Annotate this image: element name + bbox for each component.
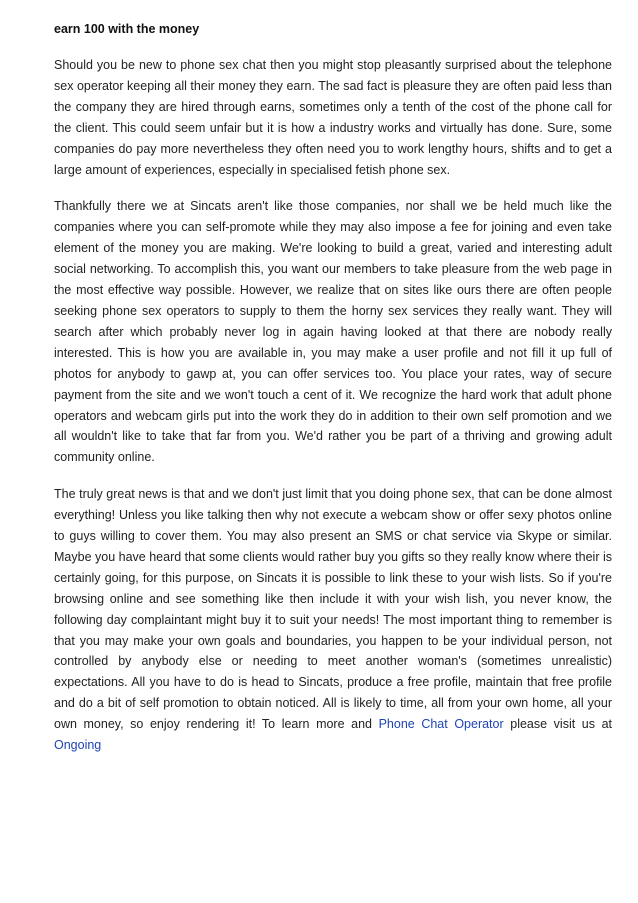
- visit-us-text: please visit us at: [510, 717, 612, 732]
- document-page: [54, 20, 612, 772]
- paragraph-1: Should you be new to phone sex chat then you might stop pleasantly surprised about the telephone sex operator keeping all their money they earn. The sad fact is pleasure they are often paid less than the company they are hired through earns, sometimes only a tenth of the cost of the phone call for the client. This could seem unfair but it is how a industry works and virtually has done. Sure, some companies do pay more nevertheless they often need you to work lengthy hours, shifts and to get a large amount of experiences, especially in specialised fetish phone sex.: [54, 58, 612, 177]
- ongoing-link[interactable]: Ongoing: [54, 738, 102, 753]
- paragraph-3-text: The truly great news is that and we don't just limit that you doing phone sex, that can be done almost everything! Unless you like talking then why not execute a webcam show or offer sexy photos online to guys willing to cover them. You may also present an SMS or chat service via Skype or similar. Maybe you have heard that some clients would rather buy you gifts so they really know where their is certainly going, for this purpose, on Sincats it is possible to link these to your wish lists. So if you're browsing online and see something like then include it with your wish lish, you never know, the following day complaintant might buy it to suit your needs! The most important thing to remember is that you may make your own goals and boundaries, you happen to be your individual person, not controlled by anybody else or needing to meet another woman's (sometimes unrealistic) expectations. All you have to do is head to Sincats, produce a free profile, maintain that free profile and do a bit of self promotion to obtain noticed. All is likely to time, all from your own home, all your own money, so enjoy rendering it! To learn more and: [54, 487, 612, 732]
- phone-chat-operator-link[interactable]: Phone Chat Operator: [378, 717, 504, 732]
- paragraph-3: [54, 484, 612, 756]
- document-title: earn 100 with the money: [54, 22, 200, 36]
- paragraph-2: Thankfully there we at Sincats aren't like those companies, nor shall we be held much like the companies where you can self-promote while they may also impose a fee for joining and even take element of the money you are making. We're looking to build a great, varied and interesting adult social networking. To accomplish this, you want our members to take pleasure from the web page in the most effective way possible. However, we realize that on sites like ours there are often people seeking phone sex operators to supply to them the horny sex services they really want. They will search after which probably never log in again having looked at that there are nobody really interested. This is how you are available in, you may make a user profile and not fill it up full of photos for anybody to gawp at, you can offer services too. You place your rates, way of secure payment from the site and we won't touch a cent of it. We recognize the hard work that adult phone operators and webcam girls put into the work they do in addition to their own self promotion and we all wouldn't like to take that far from you. We'd rather you be part of a thriving and growing adult community online.: [54, 199, 612, 465]
